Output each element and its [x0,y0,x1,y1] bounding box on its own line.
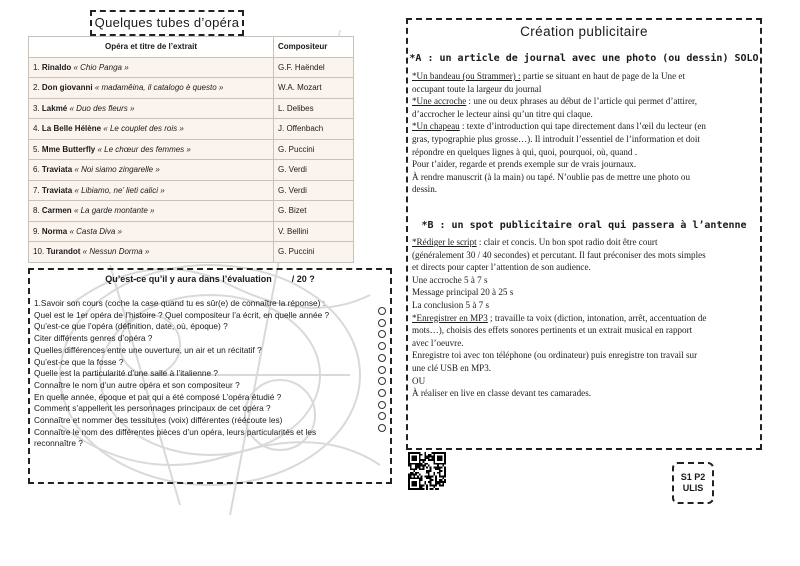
composer-cell: G.F. Haëndel [274,57,354,78]
opera-name: Turandot [46,247,81,257]
render-text: À rendre manuscrit (à la main) ou tapé. N’oublie pas de mettre une photo ou [412,171,691,182]
opera-extract-cell [29,139,274,160]
evaluation-question: Connaître et nommer des tessitures (voix) différentes (réécoute les) [34,415,283,426]
row-number: 3. [33,103,40,113]
accroche-duration: Une accroche 5 à 7 s [412,274,488,285]
opera-name: Don giovanni [41,83,93,93]
evaluation-question: reconnaître ? [34,438,83,449]
composer-cell: G. Verdi [274,160,354,181]
table-row [29,57,354,78]
table-row [29,221,354,242]
opera-name: Traviata [41,165,73,175]
opera-table [28,36,354,263]
table-header-row [29,37,354,58]
extract-title: « madamêina, il catalogo è questo » [94,83,224,93]
extract-title: « Chio Panga » [73,62,129,72]
evaluation-question: Comment s’appellent les personnages principaux de cet opéra ? [34,403,271,414]
chapeau-text-3: répondre en quelques lignes à qui, quoi, pourquoi, où, quand . [412,146,638,157]
row-number: 8. [33,206,40,216]
mp3-text: ; travaille ta voix (diction, intonation, arrêt, accentuation de [487,312,707,323]
opera-extract-cell [29,180,274,201]
row-number: 10. [33,247,45,257]
opera-table-title: Quelques tubes d’opéra [90,10,244,36]
publicity-title: Création publicitaire [520,24,648,39]
composer-cell: W.A. Mozart [274,78,354,99]
answer-checkbox[interactable] [378,319,386,327]
live-text: À réaliser en live en classe devant tes camarades. [412,388,592,399]
script-text-2: (généralement 30 / 40 secondes) et percutant. Il faut préconiser des mots simples [412,249,706,260]
evaluation-question: Quelle est la particularité d’une salle à l’italienne ? [34,368,219,379]
evaluation-question: Qu’est-ce que la fosse ? [34,356,124,367]
table-row [29,139,354,160]
answer-checkbox[interactable] [378,424,386,432]
composer-cell: G. Puccini [274,242,354,263]
extract-title: « Duo des fleurs » [69,103,135,113]
mp3-text-3: avec l’oeuvre. [412,337,464,348]
evaluation-intro: 1.Savoir son cours (coche la case quand tu es sûr(e) de connaître la réponse) : [34,298,326,308]
mp3-text-2: mots…), choisis des effets sonores pertinents et un extrait musical en rapport [412,325,693,336]
row-number: 9. [33,226,40,236]
record-text: Enregistre toi avec ton téléphone (ou ordinateur) puis enregistre ton travail sur [412,350,698,361]
answer-checkbox[interactable] [378,389,386,397]
table-row [29,98,354,119]
extract-title: « La garde montante » [73,206,155,216]
opera-name: La Belle Hélène [41,124,102,134]
badge-line-1: S1 P2 [680,472,706,482]
evaluation-question: Citer différents genres d’opéra ? [34,333,153,344]
conclusion-duration: La conclusion 5 à 7 s [412,299,490,310]
opera-extract-cell [29,78,274,99]
part-b-text [412,236,754,400]
evaluation-question: Connaître le nom des différentes pièces d’un opéra, leurs particularités et les [34,426,317,437]
evaluation-heading-text: Qu’est-ce qu’il y aura dans l’évaluation [105,274,272,284]
opera-extract-cell [29,160,274,181]
extract-title: « Nessun Dorma » [82,247,150,257]
accroche-label: *Une accroche [412,96,467,107]
evaluation-question: Quel est le 1er opéra de l’histoire ? Quel compositeur l’a écrit, en quelle année ? [34,309,330,320]
mp3-label: *Enregistrer en MP3 [412,312,488,323]
opera-extract-cell [29,221,274,242]
composer-cell: G. Bizet [274,201,354,222]
composer-cell: G. Verdi [274,180,354,201]
extract-title: « Libiamo, ne’ lieti calici » [74,185,165,195]
table-row [29,160,354,181]
script-text-3: et directs pour capter l’attention de son audience. [412,262,591,273]
header-extract: Opéra et titre de l’extrait [29,37,274,58]
table-row [29,119,354,140]
opera-name: Mme Butterfly [41,144,96,154]
opera-name: Traviata [41,185,73,195]
answer-checkbox[interactable] [378,366,386,374]
composer-cell: V. Bellini [274,221,354,242]
accroche-text: : une ou deux phrases au début de l’article qui permet d’attirer, [466,96,697,107]
table-row [29,242,354,263]
answer-checkbox[interactable] [378,401,386,409]
record-text-2: une clé USB en MP3. [412,362,492,373]
part-a-text [412,70,754,196]
opera-extract-cell [29,201,274,222]
bandeau-label: *Un bandeau (ou Strammer) : [412,71,521,81]
class-badge [672,462,714,504]
accroche-text-2: d’accrocher le lecteur ainsi qu’un titre qui claque. [412,108,593,119]
evaluation-heading [28,274,392,284]
chapeau-text-2: gras, typographie plus grosse…). Il introduit l’essentiel de l’information et doit [412,133,700,144]
answer-checkbox[interactable] [378,354,386,362]
opera-name: Rinaldo [41,62,72,72]
row-number: 6. [33,165,40,175]
table-row [29,180,354,201]
evaluation-score: / 20 ? [291,274,315,284]
opera-extract-cell [29,119,274,140]
composer-cell: L. Delibes [274,98,354,119]
bandeau-text: partie se situant en haut de page de la Une et [520,71,685,81]
evaluation-question: Connaître le nom d’un autre opéra et son compositeur ? [34,379,240,390]
row-number: 4. [33,124,40,134]
row-number: 1. [33,62,40,72]
opera-extract-cell [29,242,274,263]
extract-title: « Le couplet des rois » [103,124,184,134]
opera-name: Norma [41,226,68,236]
table-row [29,78,354,99]
extract-title: « Le chœur des femmes » [97,144,191,154]
extract-title: « Casta Diva » [69,226,122,236]
row-number: 7. [33,185,40,195]
answer-checkbox[interactable] [378,307,386,315]
evaluation-list [34,298,380,450]
row-number: 2. [33,83,40,93]
qr-code-icon[interactable] [408,452,446,490]
help-text: Pour t’aider, regarde et prends exemple sur de vrais journaux. [412,159,637,170]
evaluation-questions [34,310,380,450]
or-text: OU [412,375,426,386]
composer-cell: G. Puccini [274,139,354,160]
chapeau-label: *Un chapeau [412,121,460,132]
chapeau-text: : texte d’introduction qui tape directement dans l’œil du lecteur (en [459,121,706,132]
composer-cell: J. Offenbach [274,119,354,140]
part-a-heading: *A : un article de journal avec une photo (ou dessin) SOLO [409,53,759,64]
evaluation-question: En quelle année, époque et par qui a été composé L’opéra étudié ? [34,391,282,402]
opera-table-body [29,57,354,262]
opera-name: Carmen [41,206,72,216]
opera-extract-cell [29,98,274,119]
message-duration: Message principal 20 à 25 s [412,287,514,298]
script-text: : clair et concis. Un bon spot radio doit être court [476,237,658,247]
extract-title: « Noi siamo zingarelle » [74,165,160,175]
opera-name: Lakmé [41,103,68,113]
header-composer: Compositeur [274,37,354,58]
badge-line-2: ULIS [682,483,704,493]
evaluation-question: Qu’est-ce que l’opéra (définition, date, où, époque) ? [34,321,228,332]
render-text-2: dessin. [412,184,438,195]
script-label: *Rédiger le script [412,237,477,247]
bandeau-text-2: occupant toute la largeur du journal [412,83,542,94]
opera-extract-cell [29,57,274,78]
part-b-heading: *B : un spot publicitaire oral qui passera à l’antenne [421,220,747,231]
table-row [29,201,354,222]
evaluation-question: Quelles différences entre une ouverture, un air et un récitatif ? [34,344,262,355]
row-number: 5. [33,144,40,154]
